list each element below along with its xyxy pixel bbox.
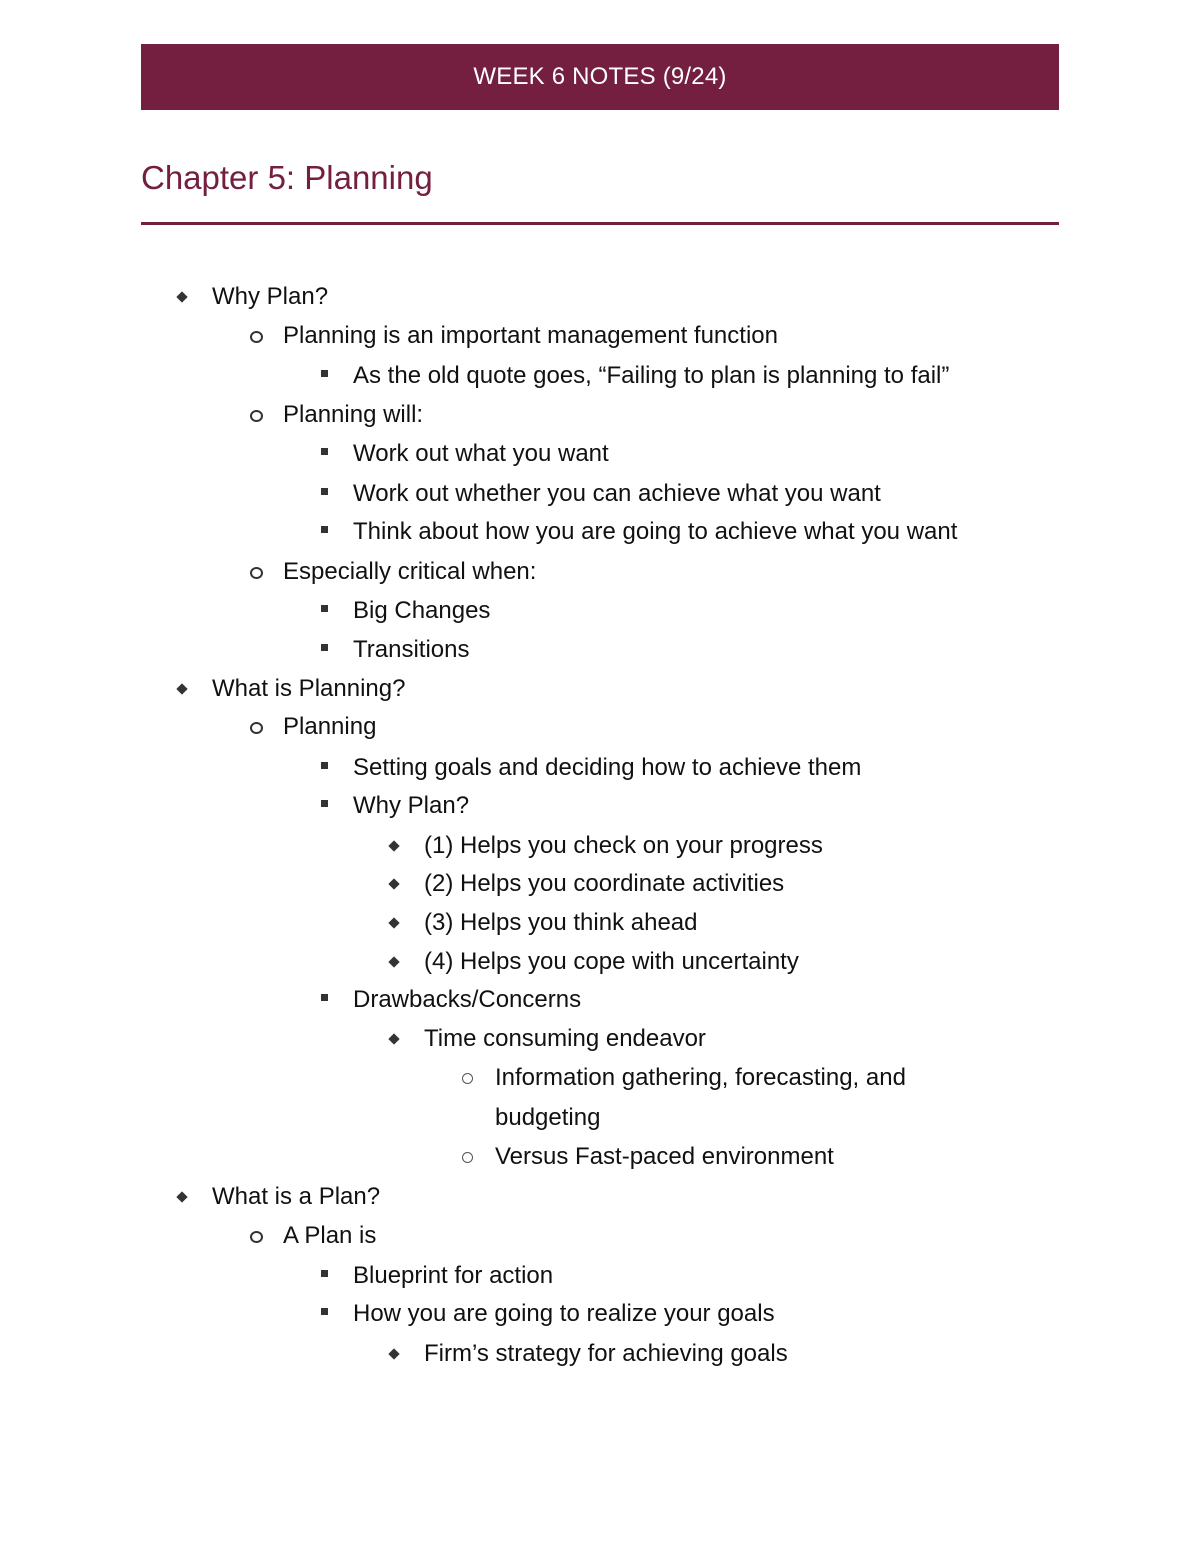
outline-item-label: As the old quote goes, “Failing to plan is planning to fail” [353,362,950,389]
outline-item-label: Drawbacks/Concerns [353,986,582,1013]
outline-item-label: Blueprint for action [353,1262,554,1289]
outline-item-label: (3) Helps you think ahead [424,909,698,936]
diamond-bullet-icon [388,1033,399,1044]
square-bullet-icon [321,994,328,1001]
circle-bullet-icon [250,331,263,343]
outline-item-label: (4) Helps you cope with uncertainty [424,948,799,975]
outline-item-label: Information gathering, forecasting, and [495,1064,906,1091]
square-bullet-icon [321,1270,328,1277]
circle-bullet-icon [250,1231,263,1243]
diamond-bullet-icon [388,1348,399,1359]
outline-item-label: (2) Helps you coordinate activities [424,870,785,897]
circle-bullet-icon [250,410,263,422]
circle-bullet-icon [250,722,263,734]
outline-item-label: Work out what you want [353,440,609,467]
chapter-title: Chapter 5: Planning [141,159,433,196]
outline-item-label: Setting goals and deciding how to achieve them [353,754,862,781]
outline-item-label: Planning [283,713,377,740]
outline-item-label: Planning is an important management function [283,322,778,349]
square-bullet-icon [321,644,328,651]
diamond-bullet-icon [388,956,399,967]
diamond-bullet-icon [176,683,187,694]
square-bullet-icon [321,370,328,377]
outline-item-label: Work out whether you can achieve what you want [353,480,881,507]
outline-item-label: Think about how you are going to achieve what you want [353,518,958,545]
diamond-bullet-icon [176,1191,187,1202]
outline-item-label: What is a Plan? [212,1183,381,1210]
outline-item-label: Especially critical when: [283,558,537,585]
outline-item-label: How you are going to realize your goals [353,1300,775,1327]
outline-item-label: A Plan is [283,1222,377,1249]
square-bullet-icon [321,762,328,769]
diamond-bullet-icon [176,291,187,302]
outline-item-label: Versus Fast-paced environment [495,1143,834,1170]
diamond-bullet-icon [388,878,399,889]
square-bullet-icon [321,800,328,807]
square-bullet-icon [321,605,328,612]
square-bullet-icon [321,1308,328,1315]
outline-item-label: Why Plan? [212,283,329,310]
outline-item-label: Planning will: [283,401,424,428]
outline-item-label: What is Planning? [212,675,406,702]
outline-item-label: Big Changes [353,597,491,624]
outline-item-label: (1) Helps you check on your progress [424,832,823,859]
outline-item-label: Why Plan? [353,792,470,819]
square-bullet-icon [321,526,328,533]
circle-bullet-icon [462,1073,473,1084]
square-bullet-icon [321,488,328,495]
diamond-bullet-icon [388,840,399,851]
outline-item-label: Time consuming endeavor [424,1025,706,1052]
outline-item-label: budgeting [495,1104,601,1131]
diamond-bullet-icon [388,917,399,928]
header-title: WEEK 6 NOTES (9/24) [473,63,727,90]
outline-item-label: Firm’s strategy for achieving goals [424,1340,788,1367]
circle-bullet-icon [250,567,263,579]
circle-bullet-icon [462,1152,473,1163]
square-bullet-icon [321,448,328,455]
outline-item-label: Transitions [353,636,470,663]
